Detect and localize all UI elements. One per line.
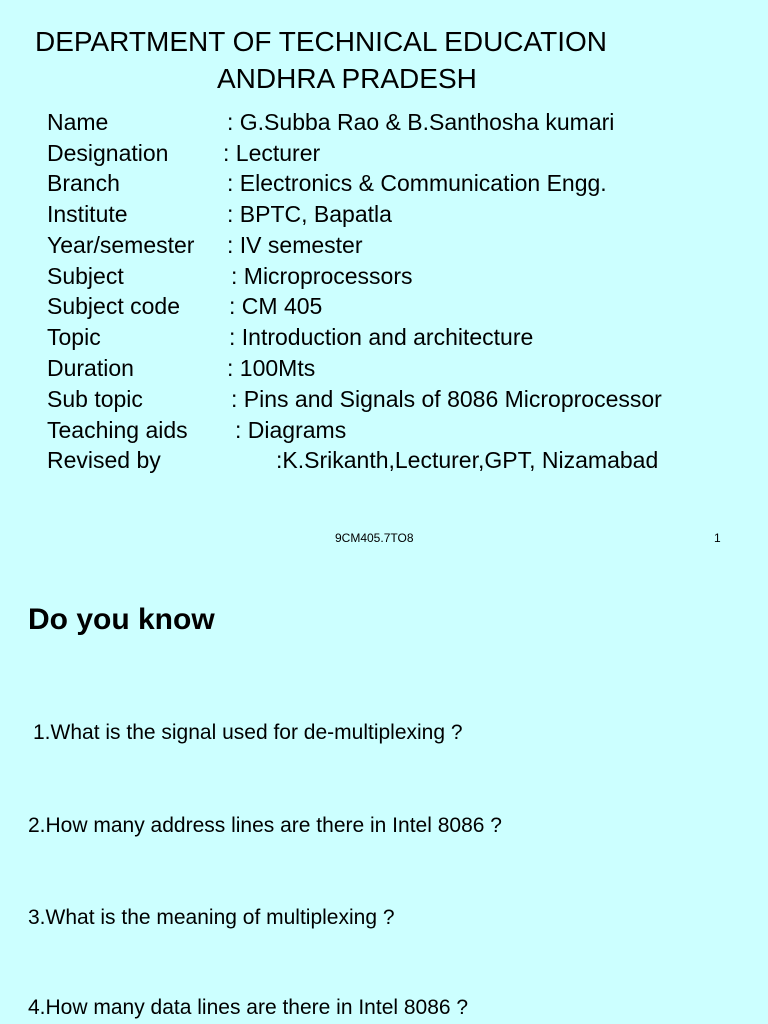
state-title: ANDHRA PRADESH: [217, 63, 477, 94]
info-value: : CM 405: [229, 293, 323, 319]
slide-do-you-know: [0, 560, 768, 1024]
info-value: : G.Subba Rao & B.Santhosha kumari: [227, 109, 615, 135]
info-label: Duration: [47, 355, 134, 381]
info-label: Branch: [47, 170, 120, 196]
info-label: Institute: [47, 201, 128, 227]
info-value: : Diagrams: [235, 417, 347, 443]
info-value: : IV semester: [227, 232, 363, 258]
info-value: : Electronics & Communication Engg.: [227, 170, 607, 196]
slide-footer-code: 9CM405.7TO8: [335, 531, 414, 545]
question-item: 2.How many address lines are there in Intel 8086 ?: [28, 814, 502, 837]
info-label: Revised by: [47, 447, 161, 473]
question-item: 3.What is the meaning of multiplexing ?: [28, 906, 395, 929]
info-value: : Introduction and architecture: [229, 324, 534, 350]
info-value: : Pins and Signals of 8086 Microprocessor: [231, 386, 662, 412]
info-label: Subject code: [47, 293, 180, 319]
info-value: : BPTC, Bapatla: [227, 201, 392, 227]
info-label: Subject: [47, 263, 124, 289]
info-value: : Microprocessors: [231, 263, 413, 289]
department-title: DEPARTMENT OF TECHNICAL EDUCATION: [35, 26, 607, 57]
slide-heading: Do you know: [28, 603, 215, 636]
info-label: Year/semester: [47, 232, 195, 258]
info-value: :K.Srikanth,Lecturer,GPT, Nizamabad: [276, 447, 659, 473]
info-value: : Lecturer: [223, 140, 321, 166]
info-label: Designation: [47, 140, 169, 166]
info-label: Topic: [47, 324, 101, 350]
slide-page-number: 1: [714, 531, 721, 545]
info-label: Teaching aids: [47, 417, 188, 443]
question-item: 4.How many data lines are there in Intel 8086 ?: [28, 996, 469, 1019]
info-label: Name: [47, 109, 109, 135]
info-value: : 100Mts: [227, 355, 316, 381]
question-item: 1.What is the signal used for de-multiplexing ?: [33, 721, 463, 744]
info-label: Sub topic: [47, 386, 143, 412]
